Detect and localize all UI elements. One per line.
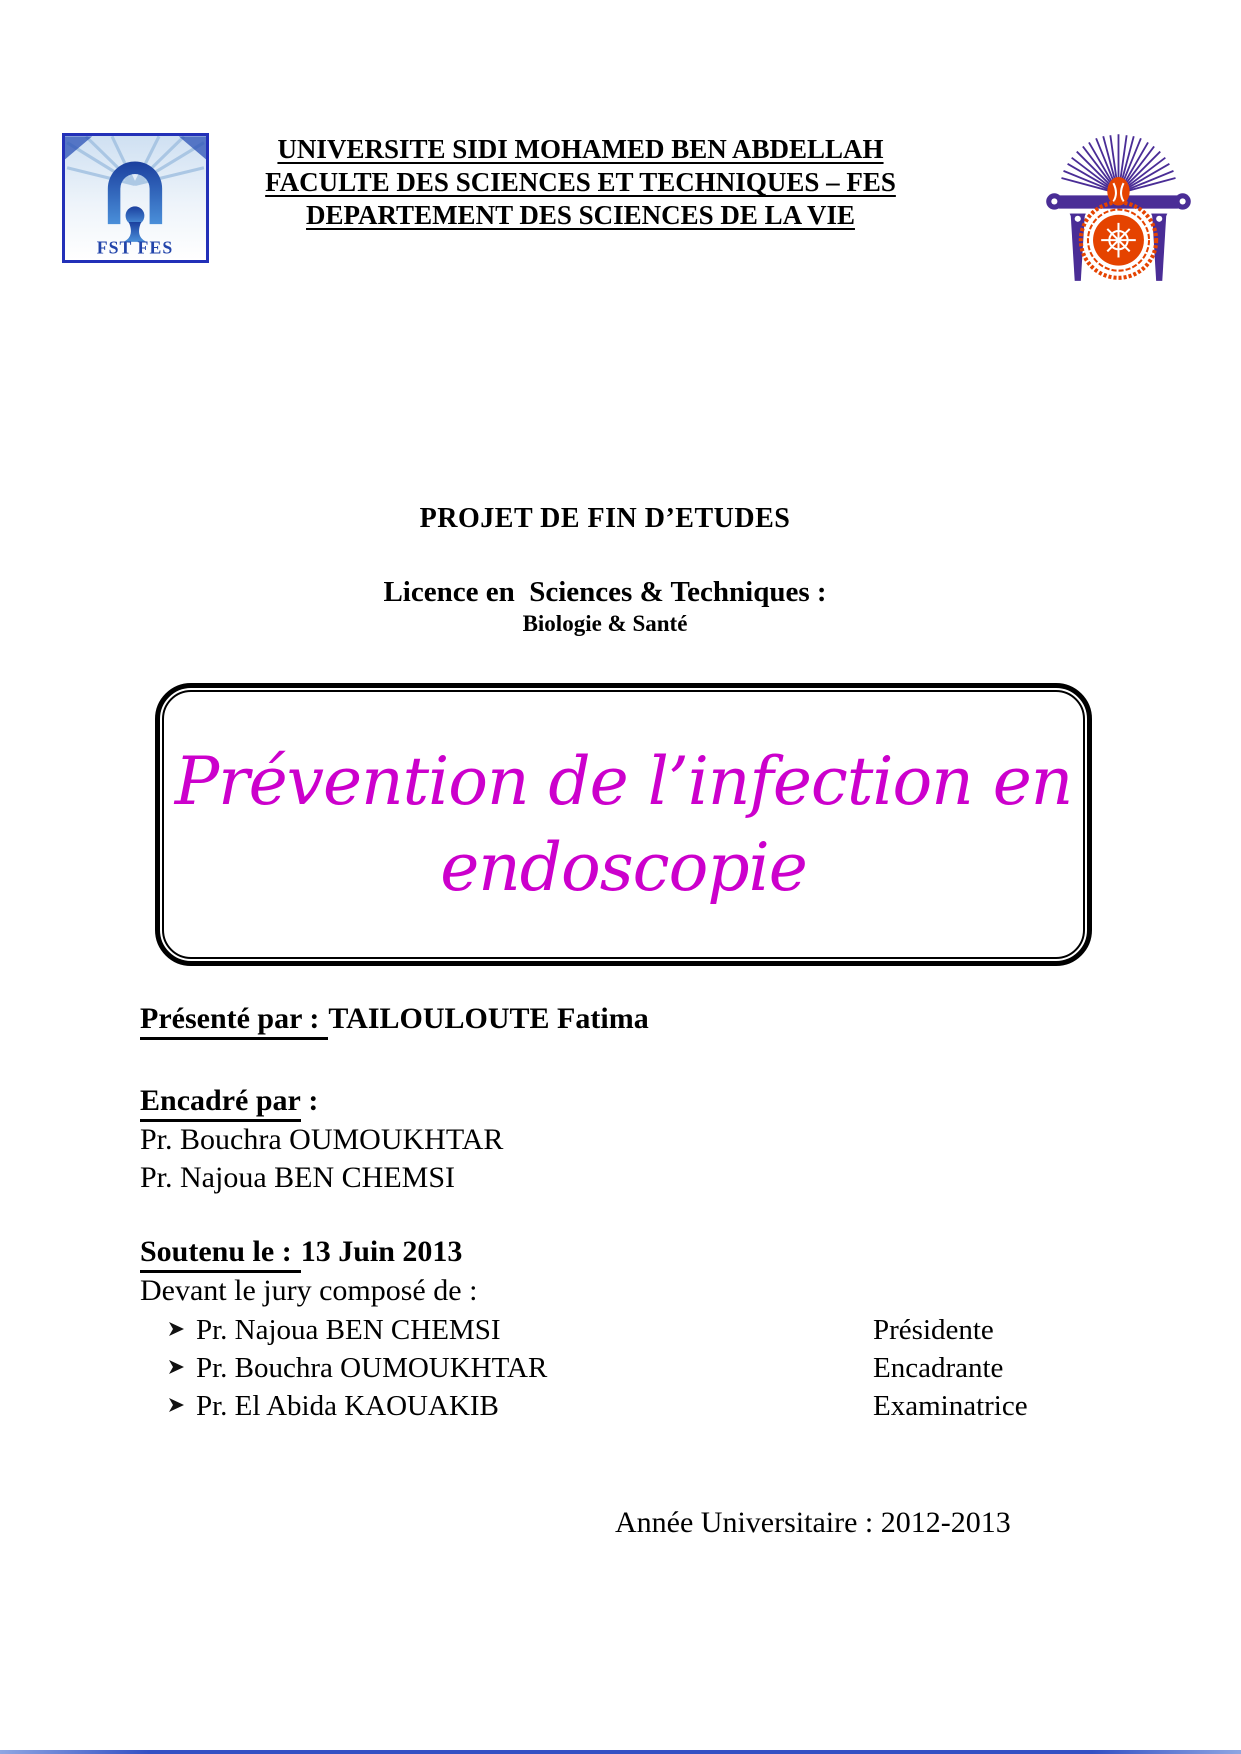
jury-member-role: Examinatrice — [873, 1390, 1028, 1422]
thesis-title-box — [155, 683, 1092, 966]
header-line-department: DEPARTEMENT DES SCIENCES DE LA VIE — [306, 200, 855, 230]
presented-by-label: Présenté par : — [140, 1002, 328, 1040]
specialty-line: Biologie & Santé — [522, 611, 688, 636]
fst-fes-logo-graphic — [65, 136, 206, 260]
footer-divider — [0, 1750, 1241, 1754]
header-line-university: UNIVERSITE SIDI MOHAMED BEN ABDELLAH — [277, 134, 884, 164]
thesis-title-box-inner — [162, 690, 1085, 959]
jury-member-name: Pr. Najoua BEN CHEMSI — [196, 1314, 501, 1346]
academic-year-line: Année Universitaire : 2012-2013 — [615, 1506, 1011, 1539]
jury-member-role: Présidente — [873, 1314, 994, 1346]
supervisor-1: Pr. Bouchra OUMOUKHTAR — [140, 1123, 504, 1156]
header-line-faculty: FACULTE DES SCIENCES ET TECHNIQUES – FES — [265, 167, 896, 197]
presented-by-name: TAILOULOUTE Fatima — [328, 1002, 649, 1035]
supervised-by-line — [140, 1084, 318, 1122]
defense-date-line — [140, 1235, 462, 1273]
presented-by-line — [140, 1002, 649, 1040]
jury-intro-line: Devant le jury composé de : — [140, 1274, 478, 1307]
university-header — [248, 133, 913, 232]
jury-member-name: Pr. El Abida KAOUAKIB — [196, 1390, 499, 1422]
thesis-title-line-2: endoscopie — [440, 828, 807, 906]
usmba-seal-logo — [1040, 120, 1198, 288]
degree-line: Licence en Sciences & Techniques : — [383, 576, 827, 608]
supervisor-2: Pr. Najoua BEN CHEMSI — [140, 1161, 455, 1194]
fst-fes-logo — [62, 133, 209, 263]
usmba-seal-graphic — [1040, 120, 1198, 288]
supervised-by-colon: : — [300, 1084, 319, 1117]
project-type-heading: PROJET DE FIN D’ETUDES — [419, 503, 791, 534]
jury-member-name: Pr. Bouchra OUMOUKHTAR — [196, 1352, 548, 1384]
supervised-by-label: Encadré par — [140, 1084, 301, 1122]
jury-member-role: Encadrante — [873, 1352, 1004, 1384]
arrow-bullet-icon — [168, 1397, 186, 1413]
fst-fes-logo-label: FST FES — [96, 237, 174, 258]
arrow-bullet-icon — [168, 1359, 186, 1375]
defense-date-value: 13 Juin 2013 — [300, 1235, 463, 1268]
thesis-title-line-1: Prévention de l’infection en — [174, 742, 1073, 820]
arrow-bullet-icon — [168, 1321, 186, 1337]
defense-date-label: Soutenu le : — [140, 1235, 301, 1273]
